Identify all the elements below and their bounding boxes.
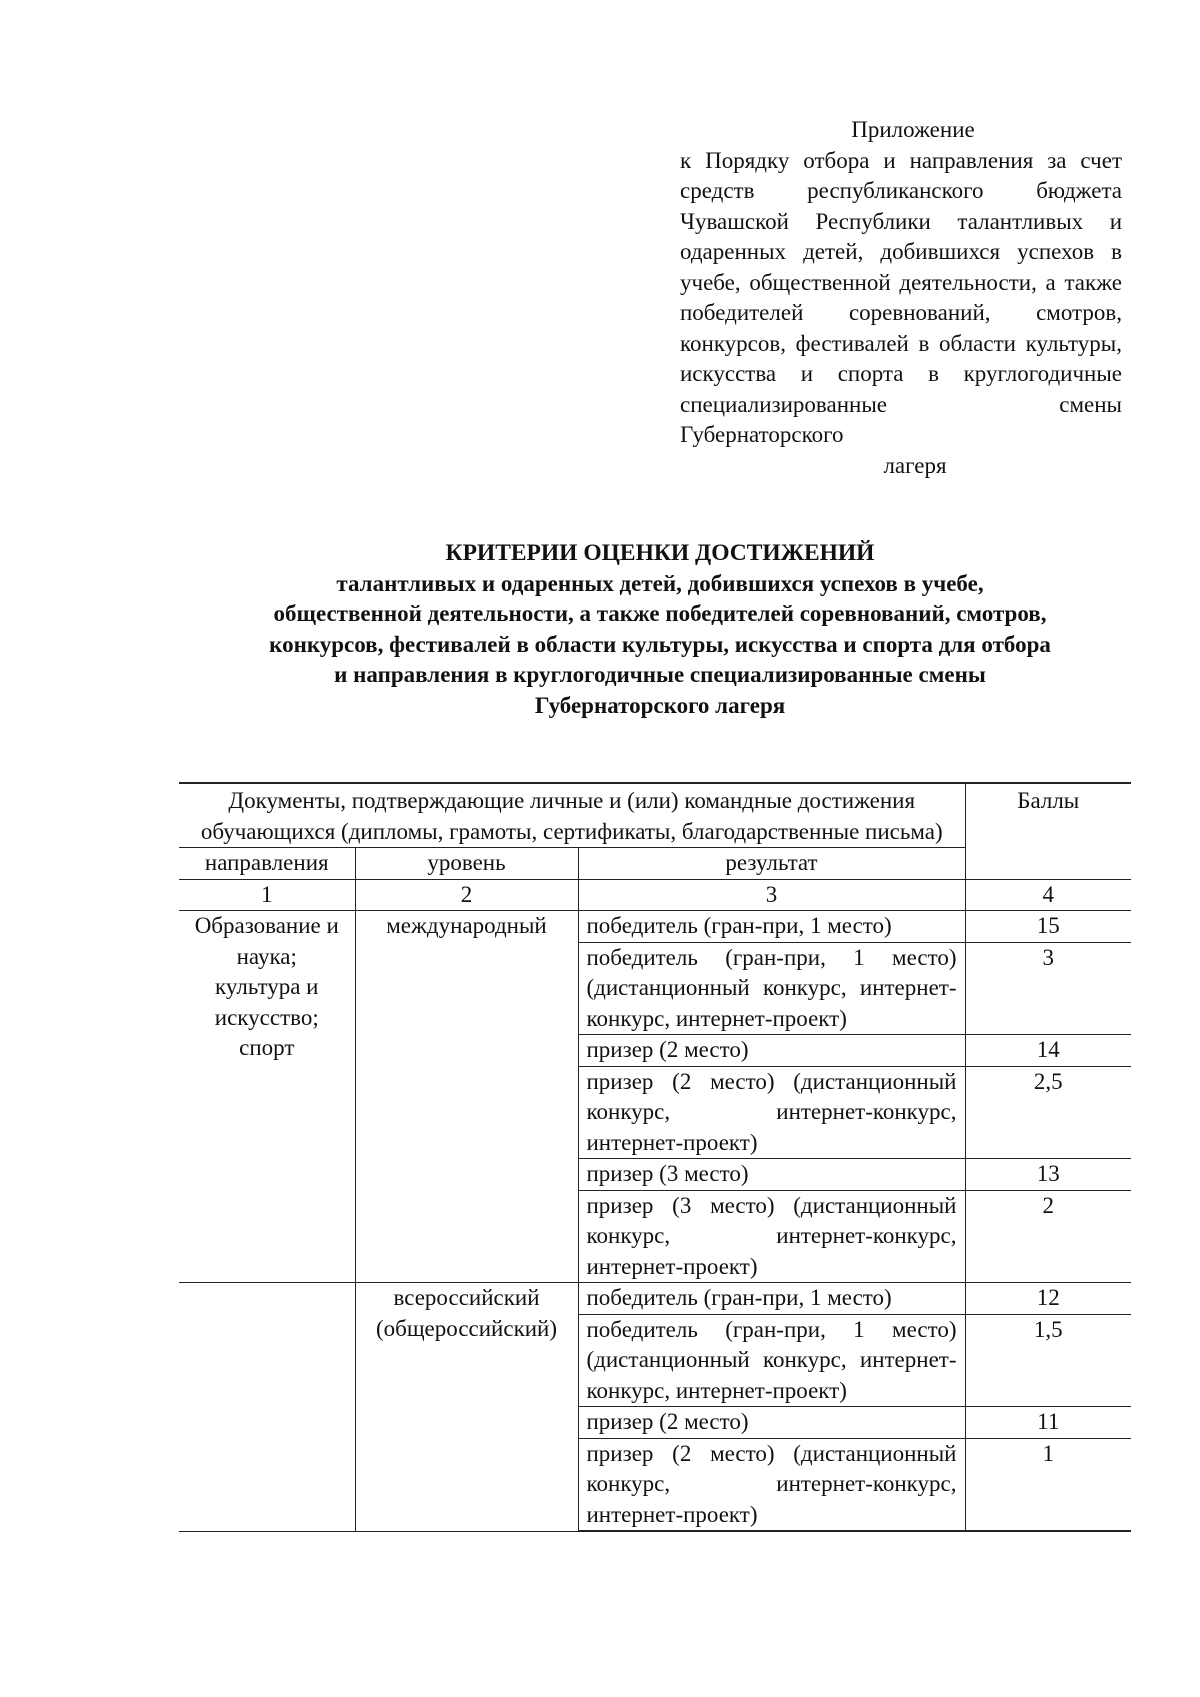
column-number-4: 4: [965, 879, 1131, 911]
points-cell: 2: [965, 1190, 1131, 1283]
points-cell: 3: [965, 942, 1131, 1035]
result-cell: победитель (гран-при, 1 место): [578, 911, 965, 943]
criteria-table: [179, 782, 1131, 1532]
appendix-label: Приложение: [851, 117, 975, 142]
title-line-2: талантливых и одаренных детей, добившихся успехов в учебе,: [336, 570, 984, 596]
direction-cell: Образование и наука; культура и искусство; спорт: [179, 911, 355, 1283]
header-row: [179, 783, 1131, 848]
level-cell-all-russian: всероссийский (общероссийский): [355, 1283, 578, 1532]
direction-cell-empty: [179, 1283, 355, 1532]
result-cell: призер (2 место): [578, 1035, 965, 1067]
result-cell: призер (3 место) (дистанционный конкурс, интернет-конкурс, интернет-проект): [578, 1190, 965, 1283]
points-cell: 14: [965, 1035, 1131, 1067]
points-cell: 13: [965, 1159, 1131, 1191]
appendix-tail: лагеря: [883, 452, 947, 478]
title-line-4: конкурсов, фестивалей в области культуры, искусства и спорта для отбора: [269, 631, 1051, 657]
document-title: [180, 538, 1140, 721]
header-documents: Документы, подтверждающие личные и (или) командные достижения обучающихся (дипломы, грамоты, сертификаты, благодарственные письма): [179, 783, 965, 848]
header-points: Баллы: [965, 783, 1131, 879]
points-cell: 11: [965, 1407, 1131, 1439]
header-level: уровень: [355, 848, 578, 880]
title-line-3: общественной деятельности, а также победителей соревнований, смотров,: [273, 601, 1047, 626]
column-number-3: 3: [578, 879, 965, 911]
appendix-text: к Порядку отбора и направления за счет средств республиканского бюджета Чувашской Республики талантливых и одаренных детей, добившихся успехов в учебе, общественной деятельности, а также победителей соревнований, смотров, конкурсов, фестивалей в области культуры, искусства и спорта в круглогодичные специализированные смены Губернаторского: [680, 147, 1122, 447]
result-cell: призер (2 место): [578, 1407, 965, 1439]
level-cell-international: международный: [355, 911, 578, 1283]
result-cell: призер (2 место) (дистанционный конкурс, интернет-конкурс, интернет-проект): [578, 1438, 965, 1531]
table-row: [179, 911, 1131, 943]
column-number-row: [179, 879, 1131, 911]
appendix-block: [680, 115, 1122, 481]
table-row: [179, 1283, 1131, 1315]
result-cell: призер (3 место): [578, 1159, 965, 1191]
header-result: результат: [578, 848, 965, 880]
result-cell: призер (2 место) (дистанционный конкурс, интернет-конкурс, интернет-проект): [578, 1066, 965, 1159]
points-cell: 1,5: [965, 1314, 1131, 1407]
title-line-6: Губернаторского лагеря: [534, 692, 786, 718]
points-cell: 1: [965, 1438, 1131, 1531]
points-cell: 2,5: [965, 1066, 1131, 1159]
points-cell: 15: [965, 911, 1131, 943]
column-number-2: 2: [355, 879, 578, 911]
column-number-1: 1: [179, 879, 355, 911]
title-line-1: КРИТЕРИИ ОЦЕНКИ ДОСТИЖЕНИЙ: [445, 540, 875, 566]
title-line-5: и направления в круглогодичные специализированные смены: [334, 662, 986, 687]
points-cell: 12: [965, 1283, 1131, 1315]
result-cell: победитель (гран-при, 1 место) (дистанционный конкурс, интернет-конкурс, интернет-проект): [578, 1314, 965, 1407]
result-cell: победитель (гран-при, 1 место): [578, 1283, 965, 1315]
header-direction: направления: [179, 848, 355, 880]
result-cell: победитель (гран-при, 1 место) (дистанционный конкурс, интернет-конкурс, интернет-проект): [578, 942, 965, 1035]
